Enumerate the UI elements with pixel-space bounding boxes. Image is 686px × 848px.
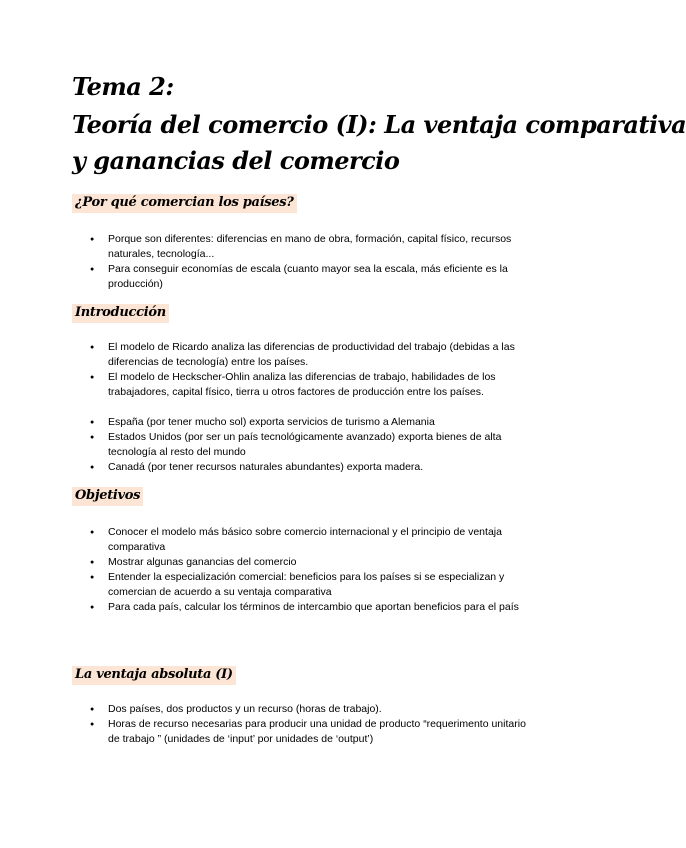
title-line-2: Teoría del comercio (I): La ventaja comparativa — [72, 110, 686, 139]
list-item: ● Canadá (por tener recursos naturales abundantes) exporta madera. — [90, 460, 540, 475]
list-item: ● Para cada país, calcular los términos de intercambio que aportan beneficios para el país — [90, 600, 540, 615]
list-item: ● El modelo de Heckscher-Ohlin analiza las diferencias de trabajo, habilidades de los trabajadores, capital físico, tierra u otros factores de producción entre los países. — [90, 370, 540, 400]
section-heading-introduccion: Introducción — [72, 304, 169, 323]
section-heading-ventaja-absoluta: La ventaja absoluta (I) — [72, 666, 236, 685]
list-objetivos — [90, 525, 540, 615]
list-item: ● El modelo de Ricardo analiza las diferencias de productividad del trabajo (debidas a las diferencias de tecnología) entre los países. — [90, 340, 540, 370]
section-heading-objetivos: Objetivos — [72, 487, 143, 506]
section-heading-porque: ¿Por qué comercian los países? — [72, 194, 297, 213]
list-item: ● Horas de recurso necesarias para producir una unidad de producto “requerimento unitario de trabajo ” (unidades de ‘input’ por unidades de ‘output’) — [90, 717, 540, 747]
list-item: ● Mostrar algunas ganancias del comercio — [90, 555, 540, 570]
list-porque — [90, 232, 540, 292]
list-item: ● Conocer el modelo más básico sobre comercio internacional y el principio de ventaja comparativa — [90, 525, 540, 555]
list-item: ● España (por tener mucho sol) exporta servicios de turismo a Alemania — [90, 415, 540, 430]
list-item: ● Para conseguir economías de escala (cuanto mayor sea la escala, más eficiente es la producción) — [90, 262, 540, 292]
title-line-1: Tema 2: — [72, 72, 174, 101]
list-introduccion-examples — [90, 415, 540, 475]
title-line-3: y ganancias del comercio — [72, 146, 400, 175]
list-item: ● Porque son diferentes: diferencias en mano de obra, formación, capital físico, recursos naturales, tecnología... — [90, 232, 540, 262]
list-item: ● Dos países, dos productos y un recurso (horas de trabajo). — [90, 702, 540, 717]
list-introduccion — [90, 340, 540, 400]
list-item: ● Entender la especialización comercial: beneficios para los países si se especializan y comercian de acuerdo a su ventaja comparativa — [90, 570, 540, 600]
list-ventaja-absoluta — [90, 702, 540, 747]
list-item: ● Estados Unidos (por ser un país tecnológicamente avanzado) exporta bienes de alta tecnología al resto del mundo — [90, 430, 540, 460]
